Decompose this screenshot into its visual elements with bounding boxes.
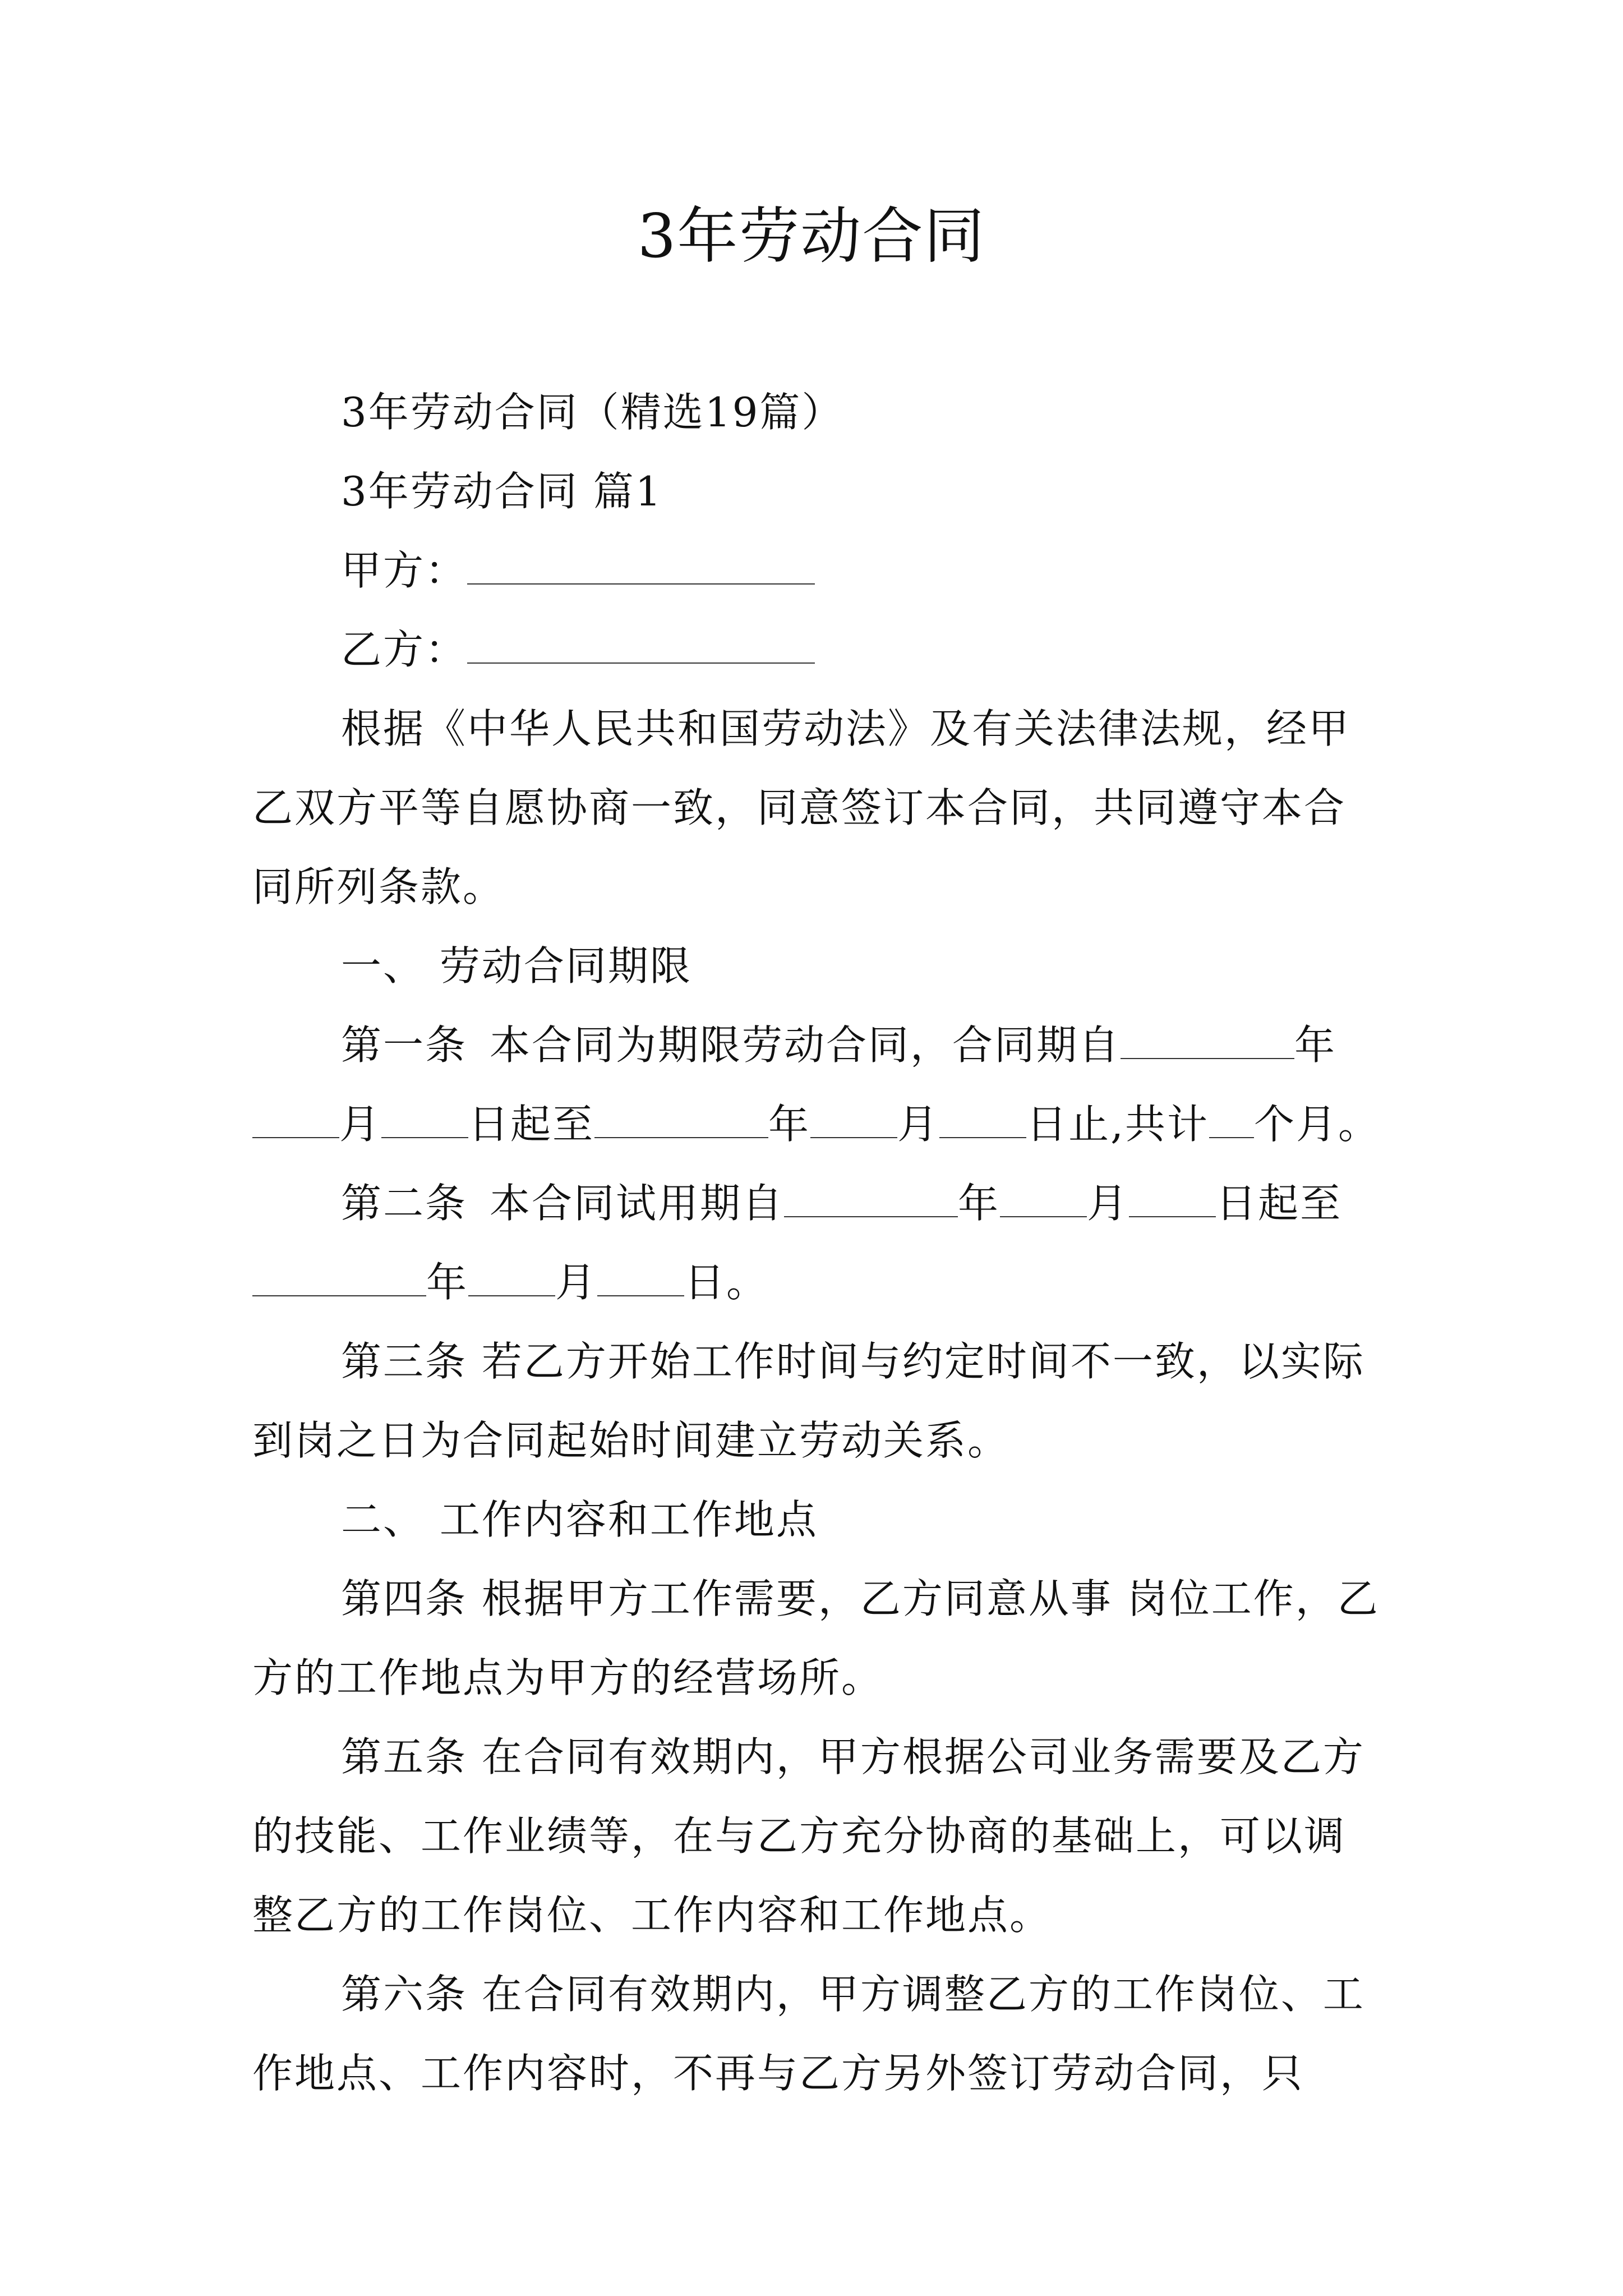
article-2-text: 本合同试用期自 [490,1180,785,1227]
article-4: 第四条 根据甲方工作需要，乙方同意从事 岗位工作，乙方的工作地点为甲方的经营场所。 [252,1575,1380,1701]
year-label: 年 [958,1180,1000,1227]
month-label: 月 [339,1101,382,1148]
blank-start-day [381,1108,468,1138]
article-6: 第六条 在合同有效期内，甲方调整乙方的工作岗位、工作地点、工作内容时，不再与乙方另外签订劳动合同，只 [252,1971,1365,2097]
blank-trial-start-day [1129,1187,1216,1217]
party-b-line [252,610,1385,689]
blank-end-day [939,1108,1026,1138]
month-label: 月 [897,1101,940,1148]
party-b-label: 乙方： [341,626,468,673]
year-label: 年 [1294,1022,1337,1069]
day-from-label: 日起至 [468,1101,595,1148]
day-from-label: 日起至 [1216,1180,1343,1227]
article-1-text: 本合同为期限劳动合同，合同期自 [490,1022,1121,1069]
article-2-label: 第二条 [341,1180,468,1227]
intro-paragraph: 根据《中华人民共和国劳动法》及有关法律法规，经甲乙双方平等自愿协商一致，同意签订本合同，共同遵守本合同所列条款。 [252,705,1351,910]
blank-end-year [594,1108,768,1138]
year-label: 年 [426,1259,469,1306]
article-5: 第五条 在合同有效期内，甲方根据公司业务需要及乙方的技能、工作业绩等，在与乙方充分协商的基础上，可以调整乙方的工作岗位、工作内容和工作地点。 [252,1733,1365,1939]
year-label: 年 [768,1101,811,1148]
subtitle: 3年劳动合同（精选19篇） [341,389,844,436]
article-2 [252,1164,1385,1322]
blank-total-months [1209,1108,1254,1138]
months-total-label: 个月。 [1253,1101,1380,1148]
party-a-blank [467,554,815,585]
day-end-label: 日。 [684,1259,769,1306]
party-a-label: 甲方： [341,547,468,594]
part2-heading: 二、 工作内容和工作地点 [341,1496,818,1543]
blank-trial-end-year [252,1266,426,1296]
article-3: 第三条 若乙方开始工作时间与约定时间不一致，以实际到岗之日为合同起始时间建立劳动关系。 [252,1338,1365,1464]
article-1-label: 第一条 [341,1022,468,1069]
blank-start-year [1121,1029,1294,1059]
blank-trial-end-month [468,1266,555,1296]
blank-trial-start-year [784,1187,958,1217]
party-b-blank [467,633,815,664]
section-heading: 3年劳动合同 篇1 [341,468,663,515]
document-title: 3年劳动合同 [637,201,986,272]
month-label: 月 [555,1259,598,1306]
blank-start-month [252,1108,339,1138]
document-body [252,373,1385,2113]
month-label: 月 [1087,1180,1129,1227]
blank-trial-start-month [1000,1187,1087,1217]
party-a-line [252,531,1385,610]
article-1 [252,1006,1385,1164]
blank-end-month [810,1108,897,1138]
part1-heading: 一、 劳动合同期限 [341,942,692,990]
day-to-label: 日止,共计 [1026,1101,1209,1148]
blank-trial-end-day [597,1266,684,1296]
